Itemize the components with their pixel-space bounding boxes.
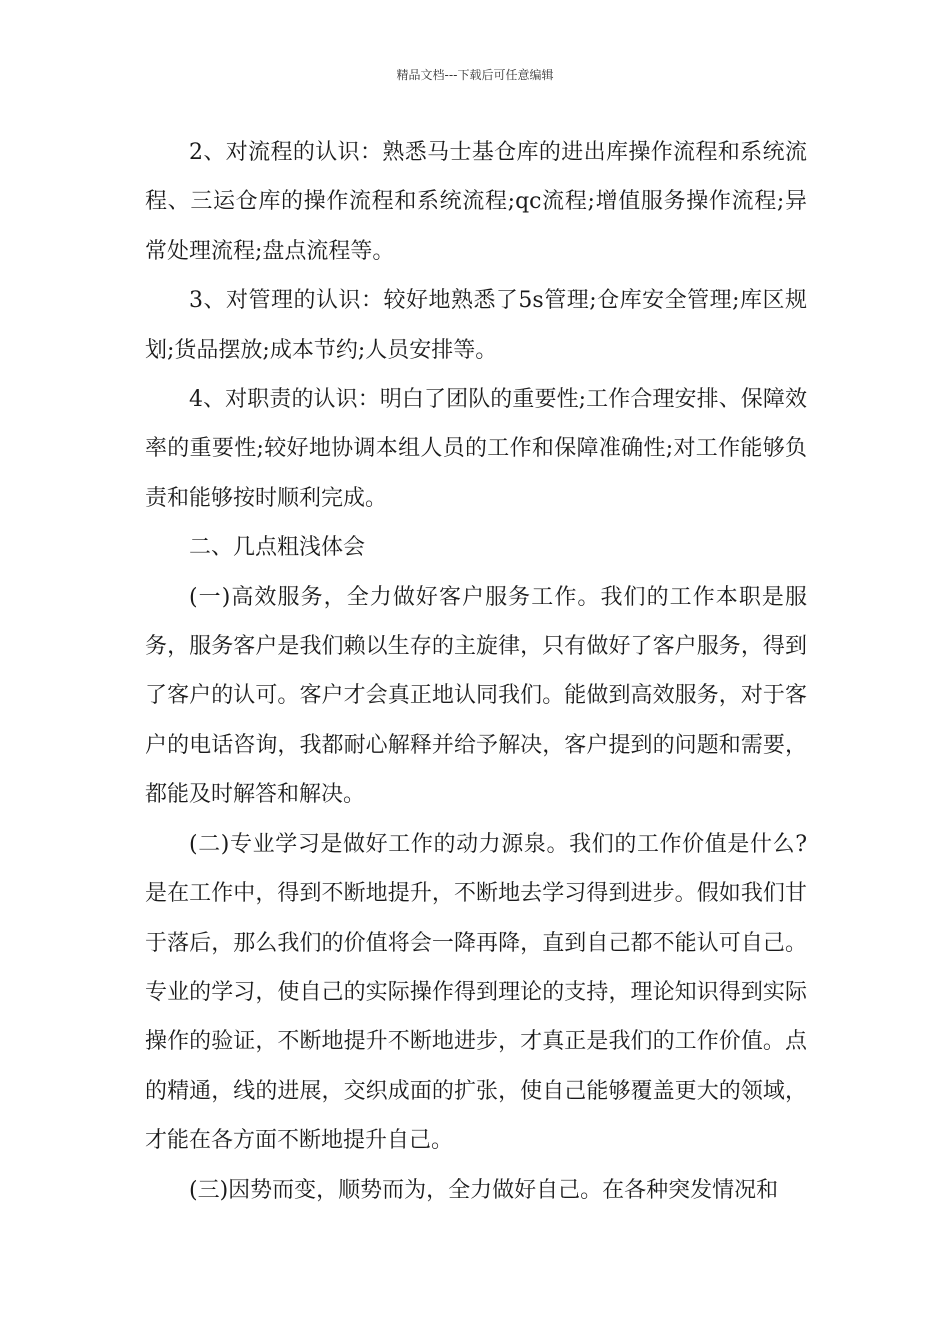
paragraph-efficient-service: (一)高效服务，全力做好客户服务工作。我们的工作本职是服务，服务客户是我们赖以生存的主旋律，只有做好了客户服务，得到了客户的认可。客户才会真正地认同我们。能做到高效服务，对于客户的电话咨询，我都耐心解释并给予解决，客户提到的问题和需要，都能及时解答和解决。 bbox=[145, 584, 807, 808]
paragraph-management-understanding: 3、对管理的认识：较好地熟悉了5s管理;仓库安全管理;库区规划;货品摆放;成本节约;人员安排等。 bbox=[145, 288, 807, 363]
paragraph-adapt-to-situation: (三)因势而变，顺势而为，全力做好自己。在各种突发情况和 bbox=[189, 1177, 779, 1203]
section-heading-experiences: 二、几点粗浅体会 bbox=[189, 535, 366, 561]
document-body bbox=[145, 128, 807, 1215]
paragraph-process-understanding: 2、对流程的认识：熟悉马士基仓库的进出库操作流程和系统流程、三运仓库的操作流程和系统流程;qc流程;增值服务操作流程;异常处理流程;盘点流程等。 bbox=[145, 140, 807, 264]
page-header: 精品文档---下载后可任意编辑 bbox=[396, 68, 554, 82]
paragraph-professional-learning: (二)专业学习是做好工作的动力源泉。我们的工作价值是什么?是在工作中，得到不断地提升，不断地去学习得到进步。假如我们甘于落后，那么我们的价值将会一降再降，直到自己都不能认可自己。专业的学习，使自己的实际操作得到理论的支持，理论知识得到实际操作的验证，不断地提升不断地进步，才真正是我们的工作价值。点的精通，线的进展，交织成面的扩张，使自己能够覆盖更大的领域，才能在各方面不断地提升自己。 bbox=[145, 831, 807, 1154]
paragraph-duty-understanding: 4、对职责的认识：明白了团队的重要性;工作合理安排、保障效率的重要性;较好地协调本组人员的工作和保障准确性;对工作能够负责和能够按时顺利完成。 bbox=[145, 387, 807, 511]
